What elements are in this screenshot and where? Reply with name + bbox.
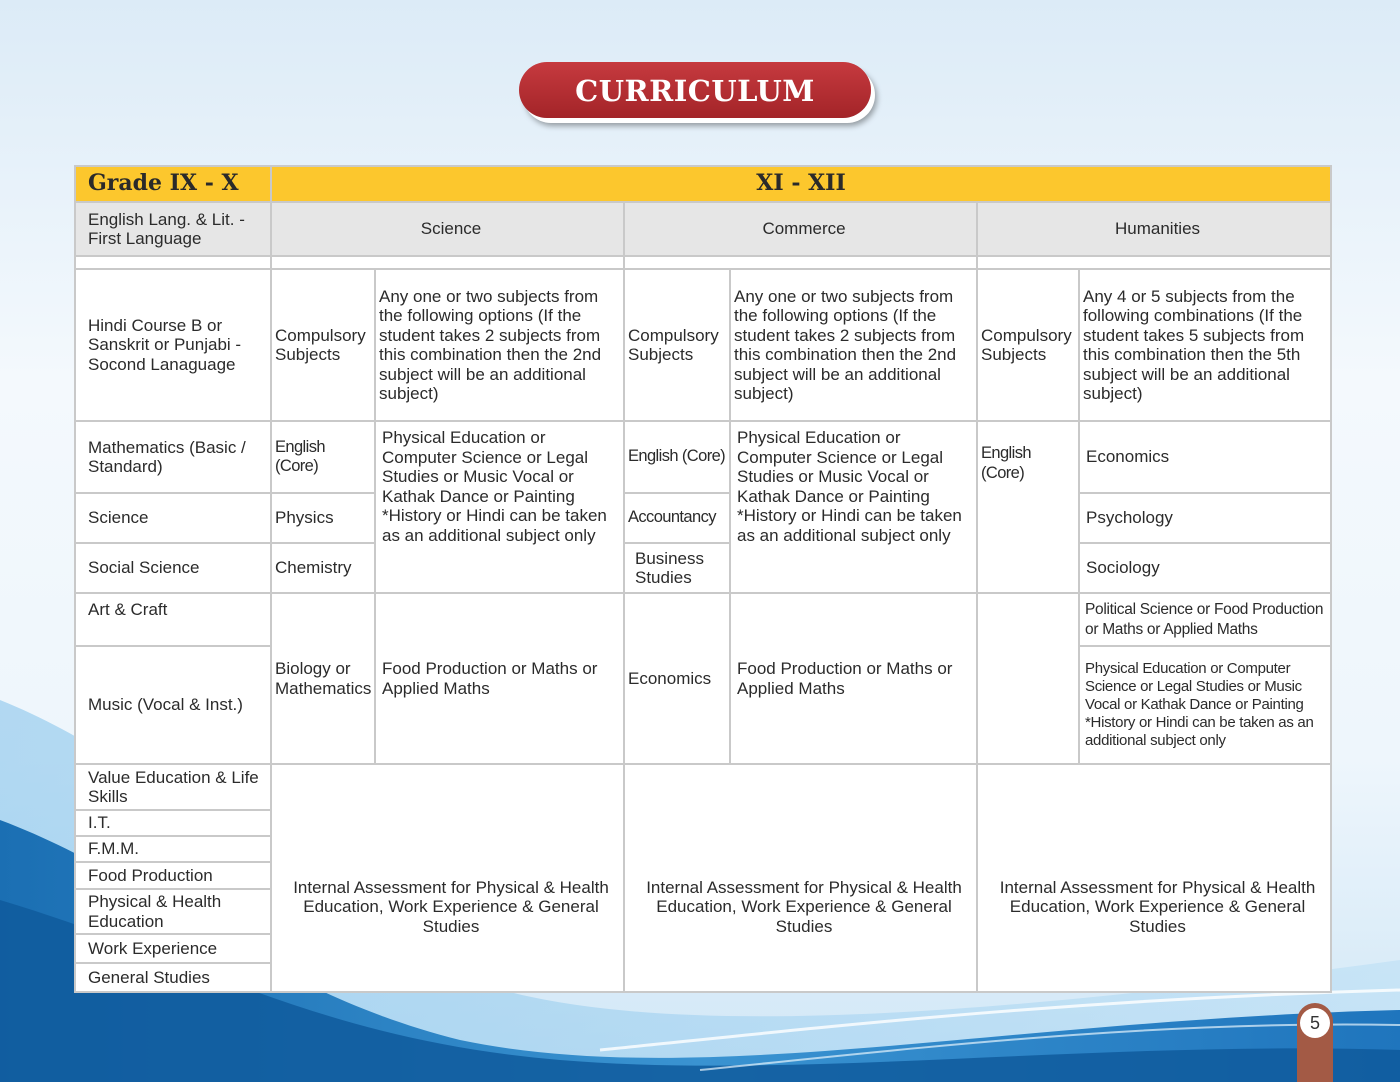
page-number: 5 <box>1300 1008 1330 1038</box>
science-optional-2: Food Production or Maths or Applied Maths <box>375 593 624 764</box>
first-language: English Lang. & Lit. - First Language <box>75 202 271 256</box>
humanities-psychology: Psychology <box>1079 493 1331 543</box>
science-internal-assessment: Internal Assessment for Physical & Health Education, Work Experience & General Studies <box>271 764 624 992</box>
table-row <box>75 269 1331 421</box>
humanities-options-note: Any 4 or 5 subjects from the following combinations (If the student takes 5 subjects from this combination then the 5th subject will be an additional subject) <box>1079 269 1331 421</box>
stream-row <box>75 202 1331 256</box>
work-experience: Work Experience <box>75 934 271 963</box>
humanities-economics: Economics <box>1079 421 1331 493</box>
second-language: Hindi Course B or Sanskrit or Punjabi - Socond Lanaguage <box>75 269 271 421</box>
commerce-internal-assessment: Internal Assessment for Physical & Health Education, Work Experience & General Studies <box>624 764 977 992</box>
stream-humanities: Humanities <box>977 202 1331 256</box>
humanities-compulsory: Compulsory Subjects <box>977 269 1079 421</box>
humanities-physical-education: Physical Education or Computer Science or Legal Studies or Music Vocal or Kathak Dance or Painting *History or Hindi can be taken as an additional subject only <box>1079 646 1331 764</box>
commerce-optional-1: Physical Education or Computer Science or Legal Studies or Music Vocal or Kathak Dance or Painting *History or Hindi can be taken as an additional subject only <box>730 421 977 593</box>
table-row <box>75 421 1331 493</box>
commerce-business-studies: Business Studies <box>624 543 730 593</box>
humanities-english-core: English (Core) <box>977 421 1079 593</box>
stream-commerce: Commerce <box>624 202 977 256</box>
science-compulsory: Compulsory Subjects <box>271 269 375 421</box>
page-title: CURRICULUM <box>519 62 871 118</box>
physical-health-education: Physical & Health Education <box>75 889 271 934</box>
science-optional-1: Physical Education or Computer Science or Legal Studies or Music Vocal or Kathak Dance or Painting *History or Hindi can be taken as an additional subject only <box>375 421 624 593</box>
food-production: Food Production <box>75 862 271 889</box>
value-education: Value Education & Life Skills <box>75 764 271 810</box>
social-science: Social Science <box>75 543 271 593</box>
art-craft: Art & Craft <box>75 593 271 646</box>
grade-header: Grade IX - X <box>75 166 271 202</box>
humanities-sociology: Sociology <box>1079 543 1331 593</box>
curriculum-table <box>74 165 1332 993</box>
humanities-empty-cell <box>977 593 1079 764</box>
fmm: F.M.M. <box>75 836 271 862</box>
table-header-row <box>75 166 1331 202</box>
table-row <box>75 493 1331 543</box>
commerce-compulsory: Compulsory Subjects <box>624 269 730 421</box>
table-row <box>75 764 1331 810</box>
commerce-options-note: Any one or two subjects from the following options (If the student takes 2 subjects from this combination then the 2nd subject will be an additional subject) <box>730 269 977 421</box>
science-subject: Science <box>75 493 271 543</box>
commerce-english-core: English (Core) <box>624 421 730 493</box>
science-options-note: Any one or two subjects from the following options (If the student takes 2 subjects from this combination then the 2nd subject will be an additional subject) <box>375 269 624 421</box>
science-bio-math: Biology or Mathematics <box>271 593 375 764</box>
spacer-row <box>75 256 1331 269</box>
commerce-economics: Economics <box>624 593 730 764</box>
stream-science: Science <box>271 202 624 256</box>
humanities-internal-assessment: Internal Assessment for Physical & Health Education, Work Experience & General Studies <box>977 764 1331 992</box>
science-physics: Physics <box>271 493 375 543</box>
table-row <box>75 593 1331 646</box>
general-studies: General Studies <box>75 963 271 992</box>
commerce-accountancy: Accountancy <box>624 493 730 543</box>
table-row <box>75 543 1331 593</box>
senior-header: XI - XII <box>271 166 1331 202</box>
humanities-political-science: Political Science or Food Production or Maths or Applied Maths <box>1079 593 1331 646</box>
mathematics: Mathematics (Basic / Standard) <box>75 421 271 493</box>
it: I.T. <box>75 810 271 836</box>
music: Music (Vocal & Inst.) <box>75 646 271 764</box>
science-english-core: English (Core) <box>271 421 375 493</box>
commerce-optional-2: Food Production or Maths or Applied Maths <box>730 593 977 764</box>
science-chemistry: Chemistry <box>271 543 375 593</box>
